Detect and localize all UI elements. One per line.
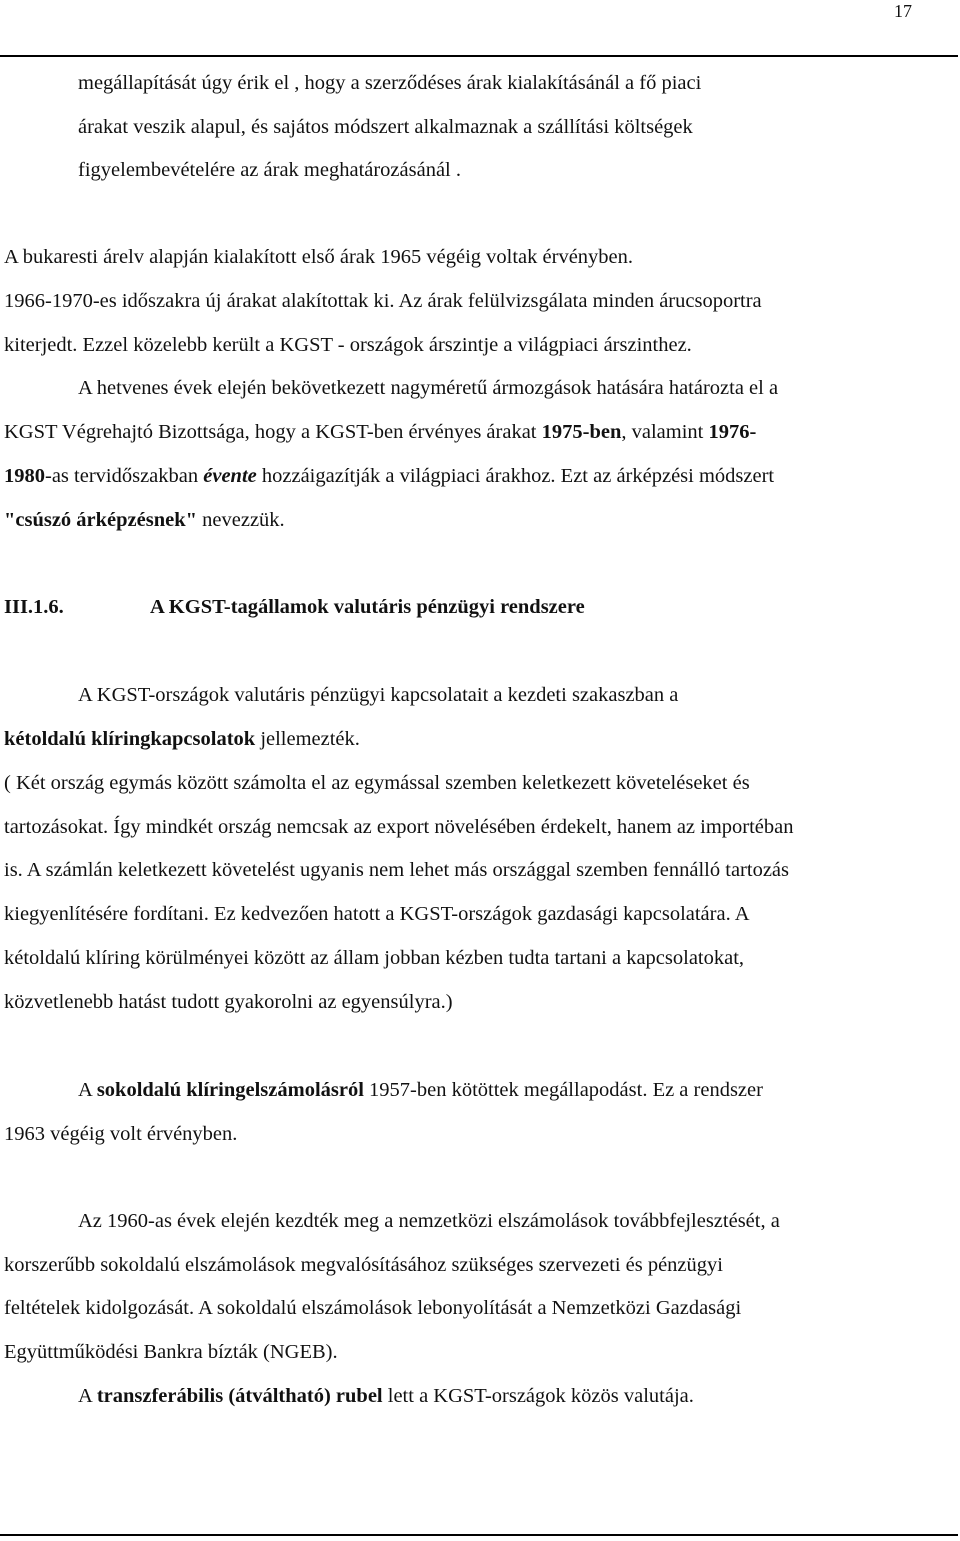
text-run: -as tervidőszakban (45, 465, 204, 487)
text-line: árakat veszik alapul, és sajátos módszert alkalmaznak a szállítási költségek (78, 116, 693, 138)
text-run: KGST Végrehajtó Bizottsága, hogy a KGST-ben érvényes árakat (4, 421, 542, 443)
text-line: ( Két ország egymás között számolta el az egymással szemben keletkezett követeléseket és (4, 772, 750, 794)
text-line: kiterjedt. Ezzel közelebb került a KGST - országok árszintje a világpiaci árszinthez. (4, 334, 692, 356)
text-run: jellemezték. (255, 728, 360, 750)
text-run: 1957-ben kötöttek megállapodást. Ez a rendszer (363, 1079, 763, 1101)
text-run: A (78, 1385, 97, 1407)
text-line: közvetlenebb hatást tudott gyakorolni az egyensúlyra.) (4, 991, 453, 1013)
text-line: 1966-1970-es időszakra új árakat alakítottak ki. Az árak felülvizsgálata minden árucsoportra (4, 290, 762, 312)
text-run: nevezzük. (197, 509, 285, 531)
text-run: A (78, 1079, 97, 1101)
bold-term: "csúszó árképzésnek" (4, 509, 198, 531)
text-run: hozzáigazítják a világpiaci árakhoz. Ezt az árképzési módszert (256, 465, 775, 487)
bold-year: 1980 (4, 465, 45, 487)
text-line: A KGST-országok valutáris pénzügyi kapcsolatait a kezdeti szakaszban a (78, 684, 679, 706)
text-line: korszerűbb sokoldalú elszámolások megvalósításához szükséges szervezeti és pénzügyi (4, 1254, 723, 1276)
text-line (78, 1079, 763, 1102)
bold-term: kétoldalú klíringkapcsolatok (4, 728, 256, 750)
text-line (4, 465, 774, 488)
section-number: III.1.6. (4, 596, 64, 618)
text-line (4, 421, 756, 444)
text-line: is. A számlán keletkezett követelést ugyanis nem lehet más országgal szemben fennálló tartozás (4, 859, 789, 881)
bold-term: transzferábilis (átváltható) rubel (96, 1385, 383, 1407)
page-number: 17 (894, 1, 912, 21)
text-line: A hetvenes évek elején bekövetkezett nagyméretű ármozgások hatására határozta el a (78, 377, 779, 399)
emphasis-text: évente (203, 465, 257, 487)
bold-year: 1975-ben (541, 421, 622, 443)
text-line: kiegyenlítésére fordítani. Ez kedvezően hatott a KGST-országok gazdasági kapcsolatára. A (4, 903, 750, 925)
bold-term: sokoldalú klíringelszámolásról (96, 1079, 364, 1101)
text-line: kétoldalú klíring körülményei között az állam jobban kézben tudta tartani a kapcsolatokat, (4, 947, 745, 969)
text-line: megállapítását úgy érik el , hogy a szerződéses árak kialakításánál a fő piaci (78, 72, 702, 94)
text-run: , valamint (621, 421, 709, 443)
text-line: figyelembevételére az árak meghatározásánál . (78, 159, 462, 181)
text-line (78, 1385, 694, 1408)
bold-year: 1976- (708, 421, 757, 443)
text-line: tartozásokat. Így mindkét ország nemcsak az export növelésében érdekelt, hanem az importéban (4, 816, 794, 838)
text-line: 1963 végéig volt érvényben. (4, 1123, 238, 1145)
text-run: lett a KGST-országok közös valutája. (382, 1385, 694, 1407)
footer-rule (0, 1534, 958, 1536)
text-line (4, 728, 360, 751)
text-line: A bukaresti árelv alapján kialakított első árak 1965 végéig voltak érvényben. (4, 246, 634, 268)
text-line: Együttműködési Bankra bízták (NGEB). (4, 1341, 338, 1363)
text-line: Az 1960-as évek elején kezdték meg a nemzetközi elszámolások továbbfejlesztését, a (78, 1210, 780, 1232)
header-rule (0, 55, 958, 57)
section-title: A KGST-tagállamok valutáris pénzügyi rendszere (150, 596, 585, 618)
text-line (4, 509, 285, 532)
text-line: feltételek kidolgozását. A sokoldalú elszámolások lebonyolítását a Nemzetközi Gazdasági (4, 1297, 742, 1319)
